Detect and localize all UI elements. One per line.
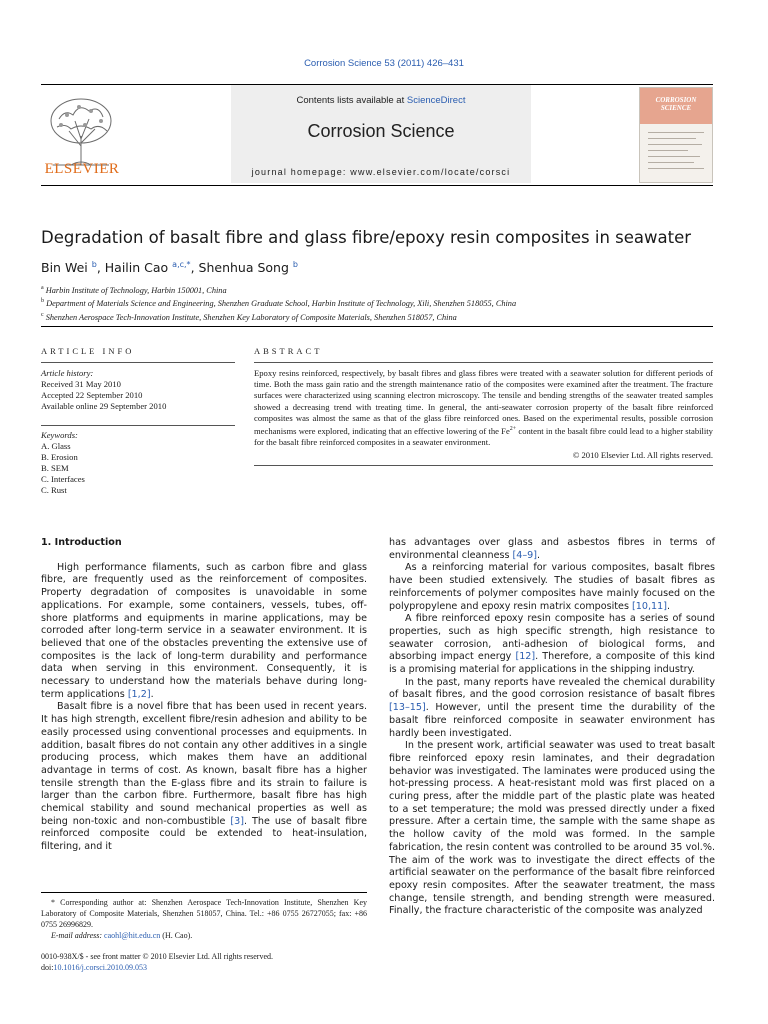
intro-paragraph-4 — [389, 613, 715, 677]
left-column — [41, 537, 367, 854]
cover-title-line-2: SCIENCE — [660, 104, 692, 112]
reference-link[interactable]: [1,2] — [127, 688, 151, 700]
affiliation-text: Department of Materials Science and Engineering, Shenzhen Graduate School, Harbin Institute of Technology, Xili, Shenzhen 518055, China — [46, 299, 517, 309]
reference-link[interactable]: [3] — [230, 815, 245, 827]
contents-prefix: Contents lists available at — [296, 95, 407, 106]
bottom-publication-info — [41, 951, 273, 973]
footnote-text: * Corresponding author at: Shenzhen Aerospace Tech-Innovation Institute, Shenzhen Key Laboratory of Composite Materials, Shenzhen 518057, China. Tel.: +86 0755 26727055; fax: +86 0755 26996829. — [41, 898, 367, 929]
affiliation-item — [41, 310, 713, 323]
paragraph-text: . — [666, 600, 671, 612]
paragraph-text: Basalt fibre is a novel fibre that has been used in recent years. It has high strength, excellent fibre/resin adhesion and ability to be easily processed using conventional processes and equipments. In addition, basalt fibres do not contain any other additives in a single producing process, which makes them have an additional advantage in terms of cost. As known, basalt fibre has a higher tensile strength than the E-glass fibre and its strain to failure is larger than the carbon fibre. Furthermore, basalt fibre has high chemical stability and sound mechanical properties as well as being non-toxic and non-combustible — [41, 701, 367, 827]
affiliation-item — [41, 296, 713, 309]
cover-text-line — [648, 132, 704, 133]
paragraph-text: As a reinforcing material for various composites, basalt fibres have been studied extensively. The studies of basalt fibres as reinforcements of polymer composites have mainly focused on the polypropylene and epoxy resin matrix composites — [389, 562, 715, 612]
doi-line — [41, 962, 273, 973]
author-separator: , — [96, 260, 105, 276]
article-title: Degradation of basalt fibre and glass fibre/epoxy resin composites in seawater — [41, 228, 692, 247]
cover-text-line — [648, 168, 704, 169]
email-link[interactable]: caohl@hit.edu.cn — [104, 931, 161, 940]
affiliation-list — [41, 283, 713, 323]
footnote-email-line — [41, 930, 367, 941]
affiliation-marker: a — [41, 285, 44, 291]
abstract-text-part: content in the basalt fibre could lead to a higher stability for the basalt fibre reinforced composites in a seawater environment. — [254, 425, 713, 448]
elsevier-wordmark: ELSEVIER — [44, 161, 120, 177]
paragraph-text: . However, until the present time the durability of the basalt fibre reinforced composite in seawater environment has hardly been investigated. — [389, 702, 715, 739]
journal-homepage[interactable]: journal homepage: www.elsevier.com/locate/corsci — [251, 167, 511, 177]
author-name[interactable]: Bin Wei — [41, 260, 88, 276]
paragraph-text: has advantages over glass and asbestos fibres in terms of environmental cleanness — [389, 537, 715, 561]
paragraph-text: . The use of basalt fibre reinforced composite could be extended to heat-insulation, filtering, and it — [41, 815, 367, 853]
author-affiliation-marker[interactable]: a,c,* — [172, 260, 191, 269]
reference-link[interactable]: [12] — [515, 651, 536, 663]
intro-paragraph-3 — [389, 562, 715, 613]
section-heading-introduction: 1. Introduction — [41, 537, 122, 548]
keyword-item: B. Erosion — [41, 452, 78, 462]
accepted-date: Accepted 22 September 2010 — [41, 390, 143, 400]
keywords-box — [41, 425, 235, 496]
contents-available-line — [231, 95, 531, 106]
doi-link[interactable]: 10.1016/j.corsci.2010.09.053 — [53, 963, 147, 972]
affiliation-text: Shenzhen Aerospace Tech-Innovation Institute, Shenzhen Key Laboratory of Composite Materials, Shenzhen 518057, China — [45, 312, 457, 322]
intro-paragraph-5 — [389, 677, 715, 741]
article-history-box — [41, 362, 235, 412]
abstract-label: ABSTRACT — [254, 346, 323, 356]
abstract-text — [254, 368, 713, 448]
email-suffix: (H. Cao). — [160, 931, 193, 940]
journal-header — [41, 84, 713, 186]
affiliation-item — [41, 283, 713, 296]
author-separator: , — [190, 260, 199, 276]
online-date: Available online 29 September 2010 — [41, 401, 167, 411]
paragraph-text: . — [150, 688, 154, 700]
reference-link[interactable]: [10,11] — [632, 600, 667, 612]
reference-link[interactable]: [4–9] — [512, 549, 538, 561]
reference-link[interactable]: [13–15] — [389, 702, 426, 714]
title-divider — [41, 326, 713, 327]
paragraph-text: . Therefore, a composite of this kind is a promising material for applications in the shipping industry. — [389, 651, 715, 676]
keyword-item: C. Interfaces — [41, 474, 85, 484]
journal-citation[interactable]: Corrosion Science 53 (2011) 426–431 — [304, 58, 464, 69]
paragraph-text: . — [537, 549, 541, 561]
author-name[interactable]: Shenhua Song — [198, 260, 289, 276]
paragraph-text: In the past, many reports have revealed the chemical durability of basalt fibres, and the good corrosion resistance of basalt fibres — [389, 676, 715, 701]
cover-text-line — [648, 156, 700, 157]
right-column — [389, 537, 715, 918]
abstract-text-part: Epoxy resins reinforced, respectively, by basalt fibres and glass fibres were treated with a seawater solution for different periods of time. Both the mass gain ratio and the strength maintenance ratio of the composites were examined after the treatment. The fracture surfaces were characterized using scanning electron microscopy. The tensile and bending strengths of the seawater treated samples showed a decreasing trend with treating time. In general, the anti-seawater corrosion property of the basalt fibre reinforced composites was almost the same as that of the glass fibre reinforced ones. Based on the experimental results, possible corrosion mechanisms were explored, indicating that an effective lowering of the Fe — [254, 368, 713, 436]
article-history-heading: Article history: — [41, 368, 94, 378]
intro-paragraph-1 — [41, 562, 367, 702]
journal-name: Corrosion Science — [307, 121, 455, 141]
cover-banner — [640, 88, 712, 124]
corresponding-author-footnote — [41, 892, 367, 941]
article-info-label: ARTICLE INFO — [41, 346, 135, 356]
paragraph-text: High performance filaments, such as carbon fibre and glass fibre, are frequently used as the reinforcement of composites. Property degradation of composites is unavoidable in some applications. For example, some containers, vessels, tubes, off-shore platforms and equipments in marine applications, may be corroded after long-term service in a seawater environment. It is believed that one of the obstacles preventing the extensive use of composites is the lack of long-term durability and performance data when serving in this environment. Consequently, it is necessary to understand how the materials behave during long-term applications — [41, 561, 367, 700]
paragraph-text: A fibre reinforced epoxy resin composite has a series of sound properties, such as high specific strength, high resistance to seawater corrosion, anti-adhesion of biological forms, and absorbing impact energy — [389, 613, 715, 663]
journal-cover-thumbnail — [639, 87, 713, 183]
abstract-copyright: © 2010 Elsevier Ltd. All rights reserved. — [572, 450, 713, 461]
cover-text-line — [648, 144, 702, 145]
cover-text-line — [648, 138, 696, 139]
author-name[interactable]: Hailin Cao — [104, 260, 169, 276]
received-date: Received 31 May 2010 — [41, 379, 121, 389]
header-journal-box — [231, 85, 531, 183]
affiliation-marker: c — [41, 311, 44, 318]
abstract-body — [254, 362, 713, 466]
intro-paragraph-6: In the present work, artificial seawater was used to treat basalt fibre reinforced epoxy resin laminates, and their degradation behavior was investigated. The laminates were produced using the hot-pressing process. A heat-resistant mold was first placed on a curing press, after the middle part of the plastic plate was heated to a set temperature; the mold was pressed directly under a fixed pressure. After a certain time, the sample with the same shape as the hollow cavity of the mold was formed. In the sample fabrication, the resin content was controlled to be around 35 vol.%. The aim of the work was to investigate the direct effects of the artificial seawater on the performance of the basalt fibre reinforced epoxy resin composites. After the seawater treatment, the mass change, tensile strength, and bending strength were measured. Finally, the fracture characteristic of the composite was analyzed — [389, 740, 715, 917]
sciencedirect-link[interactable]: ScienceDirect — [406, 95, 466, 106]
cover-text-line — [648, 150, 688, 151]
doi-label: doi: — [41, 963, 54, 972]
keywords-heading: Keywords: — [41, 430, 78, 440]
keyword-item: A. Glass — [41, 441, 71, 451]
cover-title — [640, 96, 712, 112]
keyword-item: C. Rust — [41, 485, 67, 495]
intro-paragraph-continued — [389, 537, 715, 562]
author-affiliation-marker[interactable]: b — [91, 260, 97, 269]
author-list — [41, 260, 298, 275]
cover-title-line-1: CORROSION — [655, 96, 697, 104]
author-affiliation-marker[interactable]: b — [292, 260, 298, 269]
cover-text-line — [648, 162, 694, 163]
issn-line: 0010-938X/$ - see front matter © 2010 Elsevier Ltd. All rights reserved. — [41, 952, 274, 961]
intro-paragraph-2 — [41, 701, 367, 853]
abstract-superscript: 2+ — [509, 426, 517, 433]
email-label: E-mail address: — [51, 931, 105, 940]
affiliation-marker: b — [41, 298, 44, 305]
affiliation-text: Harbin Institute of Technology, Harbin 150001, China — [45, 285, 227, 295]
keyword-item: B. SEM — [41, 463, 69, 473]
